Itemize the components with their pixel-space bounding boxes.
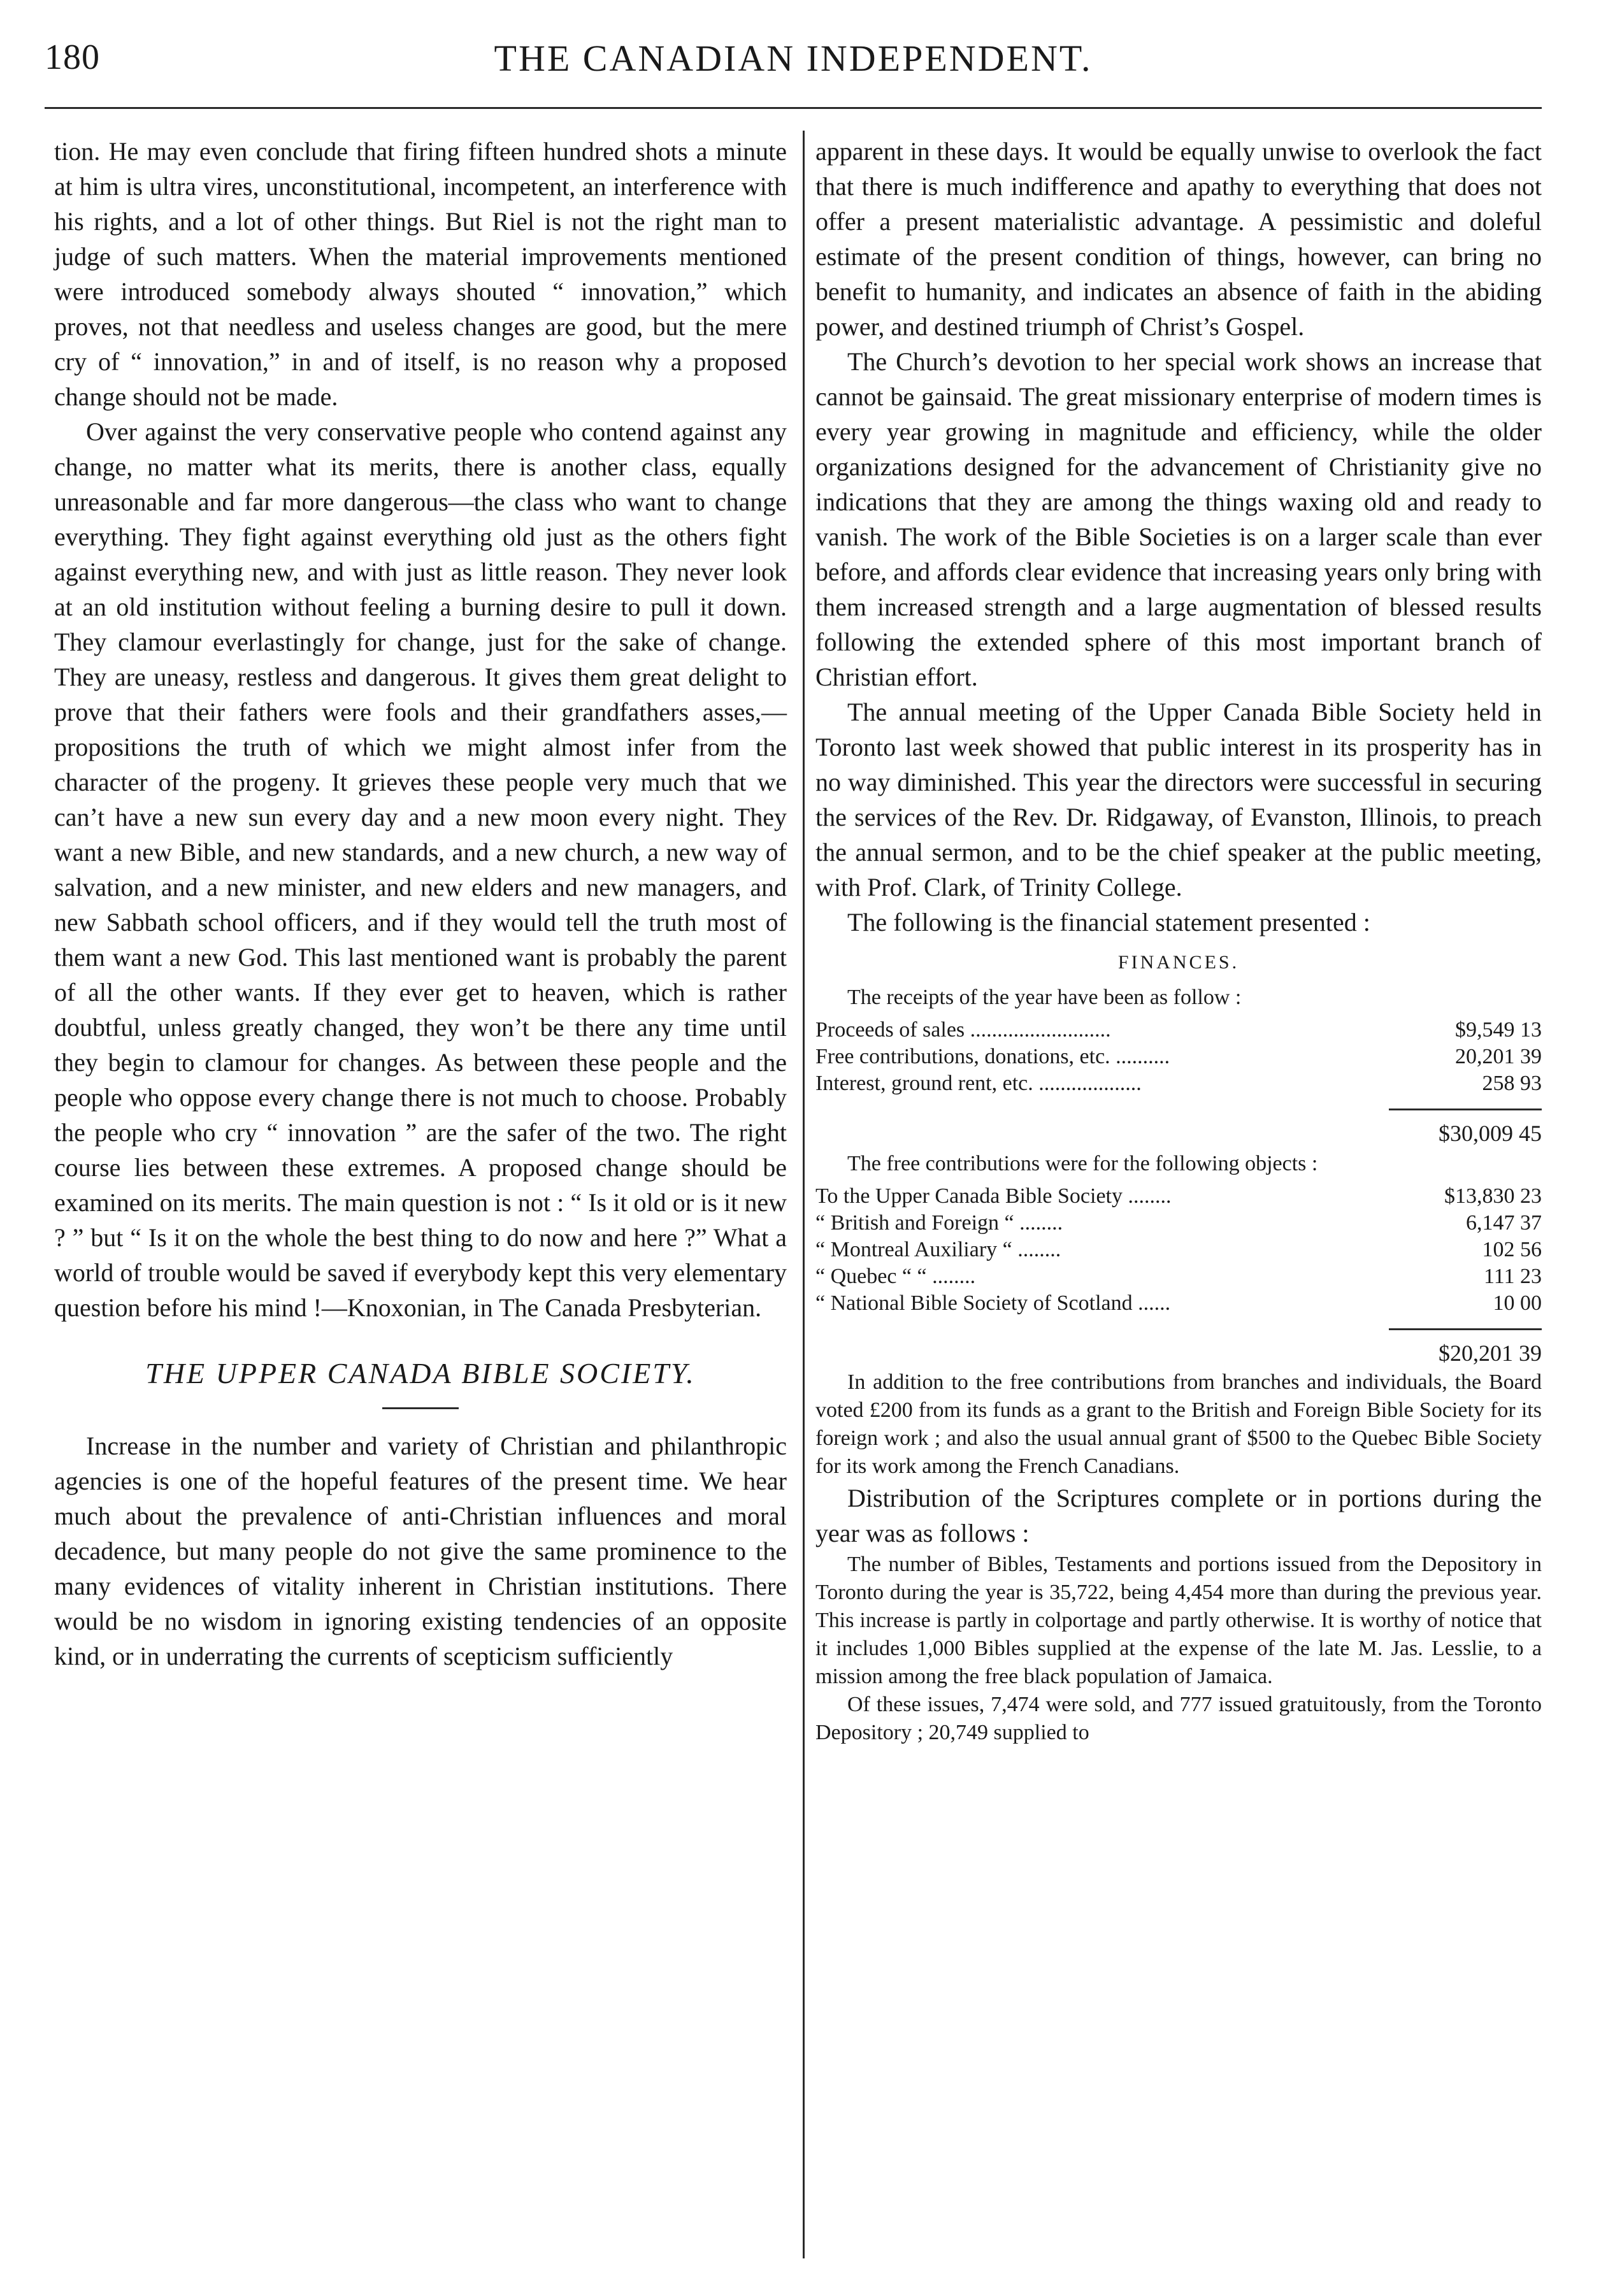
paragraph: tion. He may even conclude that firing fifteen hundred shots a minute at him is ultra vires, unconstitutional, incompetent, an interference with his rights, and a lot of other things. But Riel is not the right man to judge of such matters. When the material improvements mentioned were introduced somebody always shouted “ innovation,” which proves, not that needless and useless changes are good, but the mere cry of “ innovation,” in and of itself, is no reason why a proposed change should not be made. <box>54 137 787 411</box>
receipts-table <box>815 1017 1542 1097</box>
object-label: “ Montreal Auxiliary “ ........ <box>815 1238 1061 1261</box>
page-header <box>45 37 1542 88</box>
table-row <box>815 1237 1542 1263</box>
object-amount: 102 56 <box>1482 1238 1542 1261</box>
receipts-intro: The receipts of the year have been as follow : <box>847 986 1242 1009</box>
left-column <box>54 134 787 1674</box>
paragraph: The number of Bibles, Testaments and portions issued from the Depository in Toronto during the year is 35,722, being 4,454 more than during the previous year. This increase is partly in colportage and partly otherwise. It is worthy of notice that it includes 1,000 Bibles supplied at the expense of the late M. Jas. Lesslie, to a mission among the free black population of Jamaica. <box>815 1553 1542 1688</box>
column-divider <box>803 131 805 2258</box>
paragraph: The following is the financial statement presented : <box>847 908 1370 936</box>
table-row <box>815 1070 1542 1097</box>
paragraph: Of these issues, 7,474 were sold, and 777 issued gratuitously, from the Toronto Depository ; 20,749 supplied to <box>815 1693 1542 1744</box>
table-row <box>815 1210 1542 1237</box>
object-amount: 111 23 <box>1484 1265 1542 1288</box>
receipt-amount: 20,201 39 <box>1455 1045 1542 1068</box>
total-rule <box>1389 1328 1542 1330</box>
page-number: 180 <box>45 38 100 77</box>
object-amount: 6,147 37 <box>1466 1211 1542 1235</box>
receipt-amount: $9,549 13 <box>1455 1018 1542 1042</box>
objects-total: $20,201 39 <box>1439 1340 1542 1366</box>
object-label: “ British and Foreign “ ........ <box>815 1211 1063 1235</box>
table-row <box>815 1290 1542 1317</box>
receipt-label: Interest, ground rent, etc. ................... <box>815 1072 1142 1095</box>
receipt-label: Proceeds of sales .......................... <box>815 1018 1111 1042</box>
paragraph: In addition to the free contributions from branches and individuals, the Board voted £200 from its funds as a grant to the British and Foreign Bible Society for its foreign work ; and also the usual annual grant of $500 to the Quebec Bible Society for its work among the French Canadians. <box>815 1370 1542 1478</box>
table-row <box>815 1263 1542 1290</box>
receipt-label: Free contributions, donations, etc. .......... <box>815 1045 1170 1068</box>
table-row <box>815 1183 1542 1210</box>
header-rule <box>45 107 1542 109</box>
paragraph: The annual meeting of the Upper Canada Bible Society held in Toronto last week showed that public interest in its prosperity has in no way diminished. This year the directors were successful in securing the services of the Rev. Dr. Ridgaway, of Evanston, Illinois, to preach the annual sermon, and to be the chief speaker at the public meeting, with Prof. Clark, of Trinity College. <box>815 698 1542 901</box>
section-title: THE UPPER CANADA BIBLE SOCIETY. <box>145 1357 696 1389</box>
paragraph: Distribution of the Scriptures complete or in portions during the year was as follows : <box>815 1484 1542 1547</box>
total-rule <box>1389 1109 1542 1110</box>
finances-heading: FINANCES. <box>1117 952 1240 973</box>
journal-title: THE CANADIAN INDEPENDENT. <box>494 38 1093 79</box>
objects-intro: The free contributions were for the following objects : <box>847 1152 1318 1175</box>
table-row <box>815 1017 1542 1044</box>
right-column <box>815 134 1542 1747</box>
paragraph: apparent in these days. It would be equally unwise to overlook the fact that there is much indifference and apathy to everything that does not offer a present materialistic advantage. A pessimistic and doleful estimate of the present condition of things, however, can bring no benefit to humanity, and indicates an absence of faith in the abiding power, and destined triumph of Christ’s Gospel. <box>815 137 1542 341</box>
object-amount: 10 00 <box>1493 1291 1542 1315</box>
receipts-total: $30,009 45 <box>1439 1121 1542 1146</box>
paragraph: The Church’s devotion to her special work shows an increase that cannot be gainsaid. The great missionary enterprise of modern times is every year growing in magnitude and efficiency, while the older organizations designed for the advancement of Christianity give no indications that they are among the things waxing old and ready to vanish. The work of the Bible Societies is on a larger scale than ever before, and affords clear evidence that increasing years only bring with them increased strength and a large augmentation of blessed results following the extended sphere of this most important branch of Christian effort. <box>815 347 1542 691</box>
object-amount: $13,830 23 <box>1444 1184 1542 1208</box>
objects-table <box>815 1183 1542 1317</box>
paragraph: Increase in the number and variety of Christian and philanthropic agencies is one of the hopeful features of the present time. We hear much about the prevalence of anti-Christian influences and moral decadence, but many people do not give the same prominence to the many evidences of vitality inherent in Christian institutions. There would be no wisdom in ignoring existing tendencies of an opposite kind, or in underrating the currents of scepticism sufficiently <box>54 1431 787 1670</box>
paragraph: Over against the very conservative people who contend against any change, no matter what its merits, there is another class, equally unreasonable and far more dangerous—the class who want to change everything. They fight against everything old just as the others fight against everything new, and with just as little reason. They never look at an old institution without feeling a burning desire to pull it down. They clamour everlastingly for change, just for the sake of change. They are uneasy, restless and dangerous. It gives them great delight to prove that their fathers were fools and their grandfathers asses,—propositions the truth of which we might almost infer from the character of the progeny. It grieves these people very much that we can’t have a new sun every day and a new moon every night. They want a new Bible, and new standards, and a new church, a new way of salvation, and a new minister, and new elders and new managers, and new Sabbath school officers, and if they would tell the truth most of them want a new God. This last mentioned want is probably the parent of all the other wants. If they ever get to heaven, which is rather doubtful, unless greatly changed, they won’t be there any time until they begin to clamour for changes. As between these people and the people who oppose every change there is not much to choose. Probably the people who cry “ innovation ” are the safer of the two. The right course lies between these extremes. A proposed change should be examined on its merits. The main question is not : “ Is it old or is it new ? ” but “ Is it on the whole the best thing to do now and here ?” What a world of trouble would be saved if everybody kept this very elementary question before his mind !—Knoxonian, in The Canada Presbyterian. <box>54 417 787 1322</box>
table-row <box>815 1044 1542 1070</box>
title-rule <box>382 1407 459 1409</box>
object-label: “ National Bible Society of Scotland ...... <box>815 1291 1171 1315</box>
receipt-amount: 258 93 <box>1482 1072 1542 1095</box>
object-label: To the Upper Canada Bible Society ........ <box>815 1184 1172 1208</box>
object-label: “ Quebec “ “ ........ <box>815 1265 976 1288</box>
